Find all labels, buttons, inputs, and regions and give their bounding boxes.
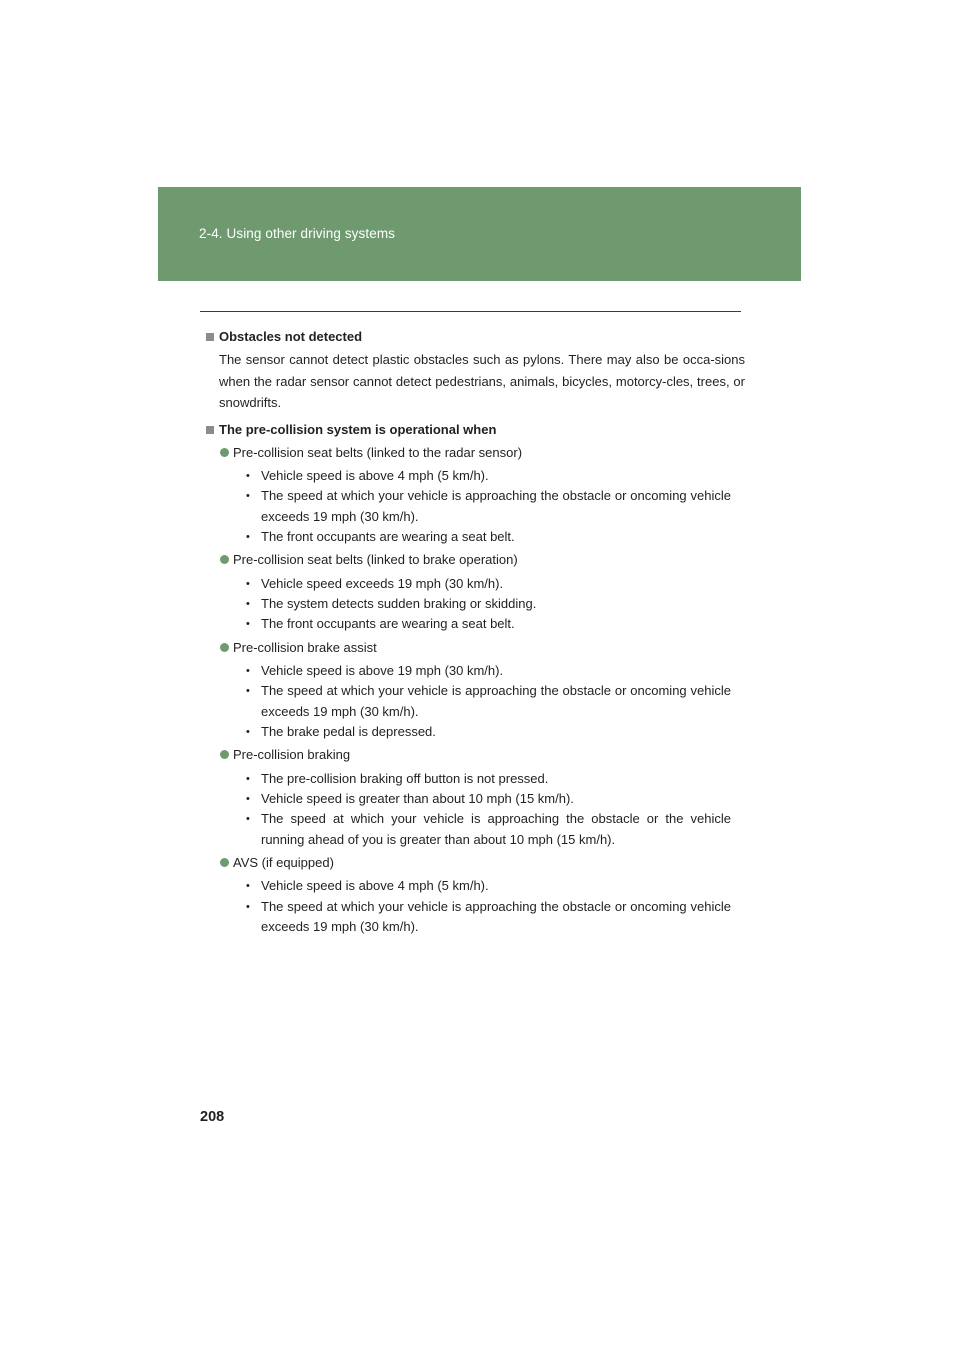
circle-bullet-icon [220,858,229,867]
sub-list-item: • Vehicle speed is above 19 mph (30 km/h). [246,661,745,681]
circle-bullet-icon [220,643,229,652]
circle-bullet-icon [220,555,229,564]
list-item [219,549,745,571]
item-group [205,637,745,743]
sub-list-item: • Vehicle speed is greater than about 10 mph (15 km/h). [246,789,745,809]
page-content [205,326,745,939]
page-number: 208 [200,1109,225,1125]
section-title: 2-4. Using other driving systems [199,226,396,241]
sub-list-item: • The brake pedal is depressed. [246,722,745,742]
sub-list [205,466,745,547]
section-header-band [158,187,801,281]
sub-list [205,661,745,742]
item-group [205,442,745,548]
sub-list-item: • The front occupants are wearing a seat belt. [246,527,745,547]
square-bullet-icon [206,426,214,434]
item-group [205,852,745,937]
sub-list [205,876,745,937]
sub-list-item: • The front occupants are wearing a seat belt. [246,614,745,634]
sub-list-item: • The speed at which your vehicle is approaching the obstacle or oncoming vehicle exceeds 19 mph (30 km/h). [246,681,745,722]
divider-rule [200,311,741,312]
circle-bullet-icon [220,448,229,457]
sub-list-item: • The speed at which your vehicle is approaching the obstacle or the vehicle running ahead of you is greater than about 10 mph (15 km/h). [246,809,745,850]
item-label: AVS (if equipped) [233,854,334,870]
heading-text: Obstacles not detected [219,329,363,344]
sub-list [205,769,745,850]
item-label: Pre-collision seat belts (linked to brake operation) [233,552,518,568]
item-label: Pre-collision seat belts (linked to the radar sensor) [233,444,523,460]
item-label: Pre-collision brake assist [233,639,377,655]
sub-list-item: • The speed at which your vehicle is approaching the obstacle or oncoming vehicle exceeds 19 mph (30 km/h). [246,486,745,527]
sub-list-item: • Vehicle speed is above 4 mph (5 km/h). [246,466,745,486]
list-item [219,852,745,874]
list-item [219,744,745,766]
paragraph-obstacles: The sensor cannot detect plastic obstacles such as pylons. There may also be occa-sions when the radar sensor cannot detect pedestrians, animals, bicycles, motorcy-cles, trees, or snowdrifts. [219,352,745,410]
list-item [219,637,745,659]
circle-bullet-icon [220,750,229,759]
list-item [219,442,745,464]
heading-text: The pre-collision system is operational when [219,421,497,437]
sub-list-item: • Vehicle speed exceeds 19 mph (30 km/h). [246,574,745,594]
sub-list-item: • The speed at which your vehicle is approaching the obstacle or oncoming vehicle exceeds 19 mph (30 km/h). [246,897,745,938]
heading-system-operational [205,419,745,441]
sub-list [205,574,745,635]
sub-list-item: • The system detects sudden braking or skidding. [246,594,745,614]
sub-list-item: • Vehicle speed is above 4 mph (5 km/h). [246,876,745,896]
square-bullet-icon [206,333,214,341]
item-label: Pre-collision braking [233,747,351,763]
sub-list-item: • The pre-collision braking off button is not pressed. [246,769,745,789]
item-group [205,549,745,634]
item-group [205,744,745,850]
heading-obstacles-not-detected [205,326,745,348]
